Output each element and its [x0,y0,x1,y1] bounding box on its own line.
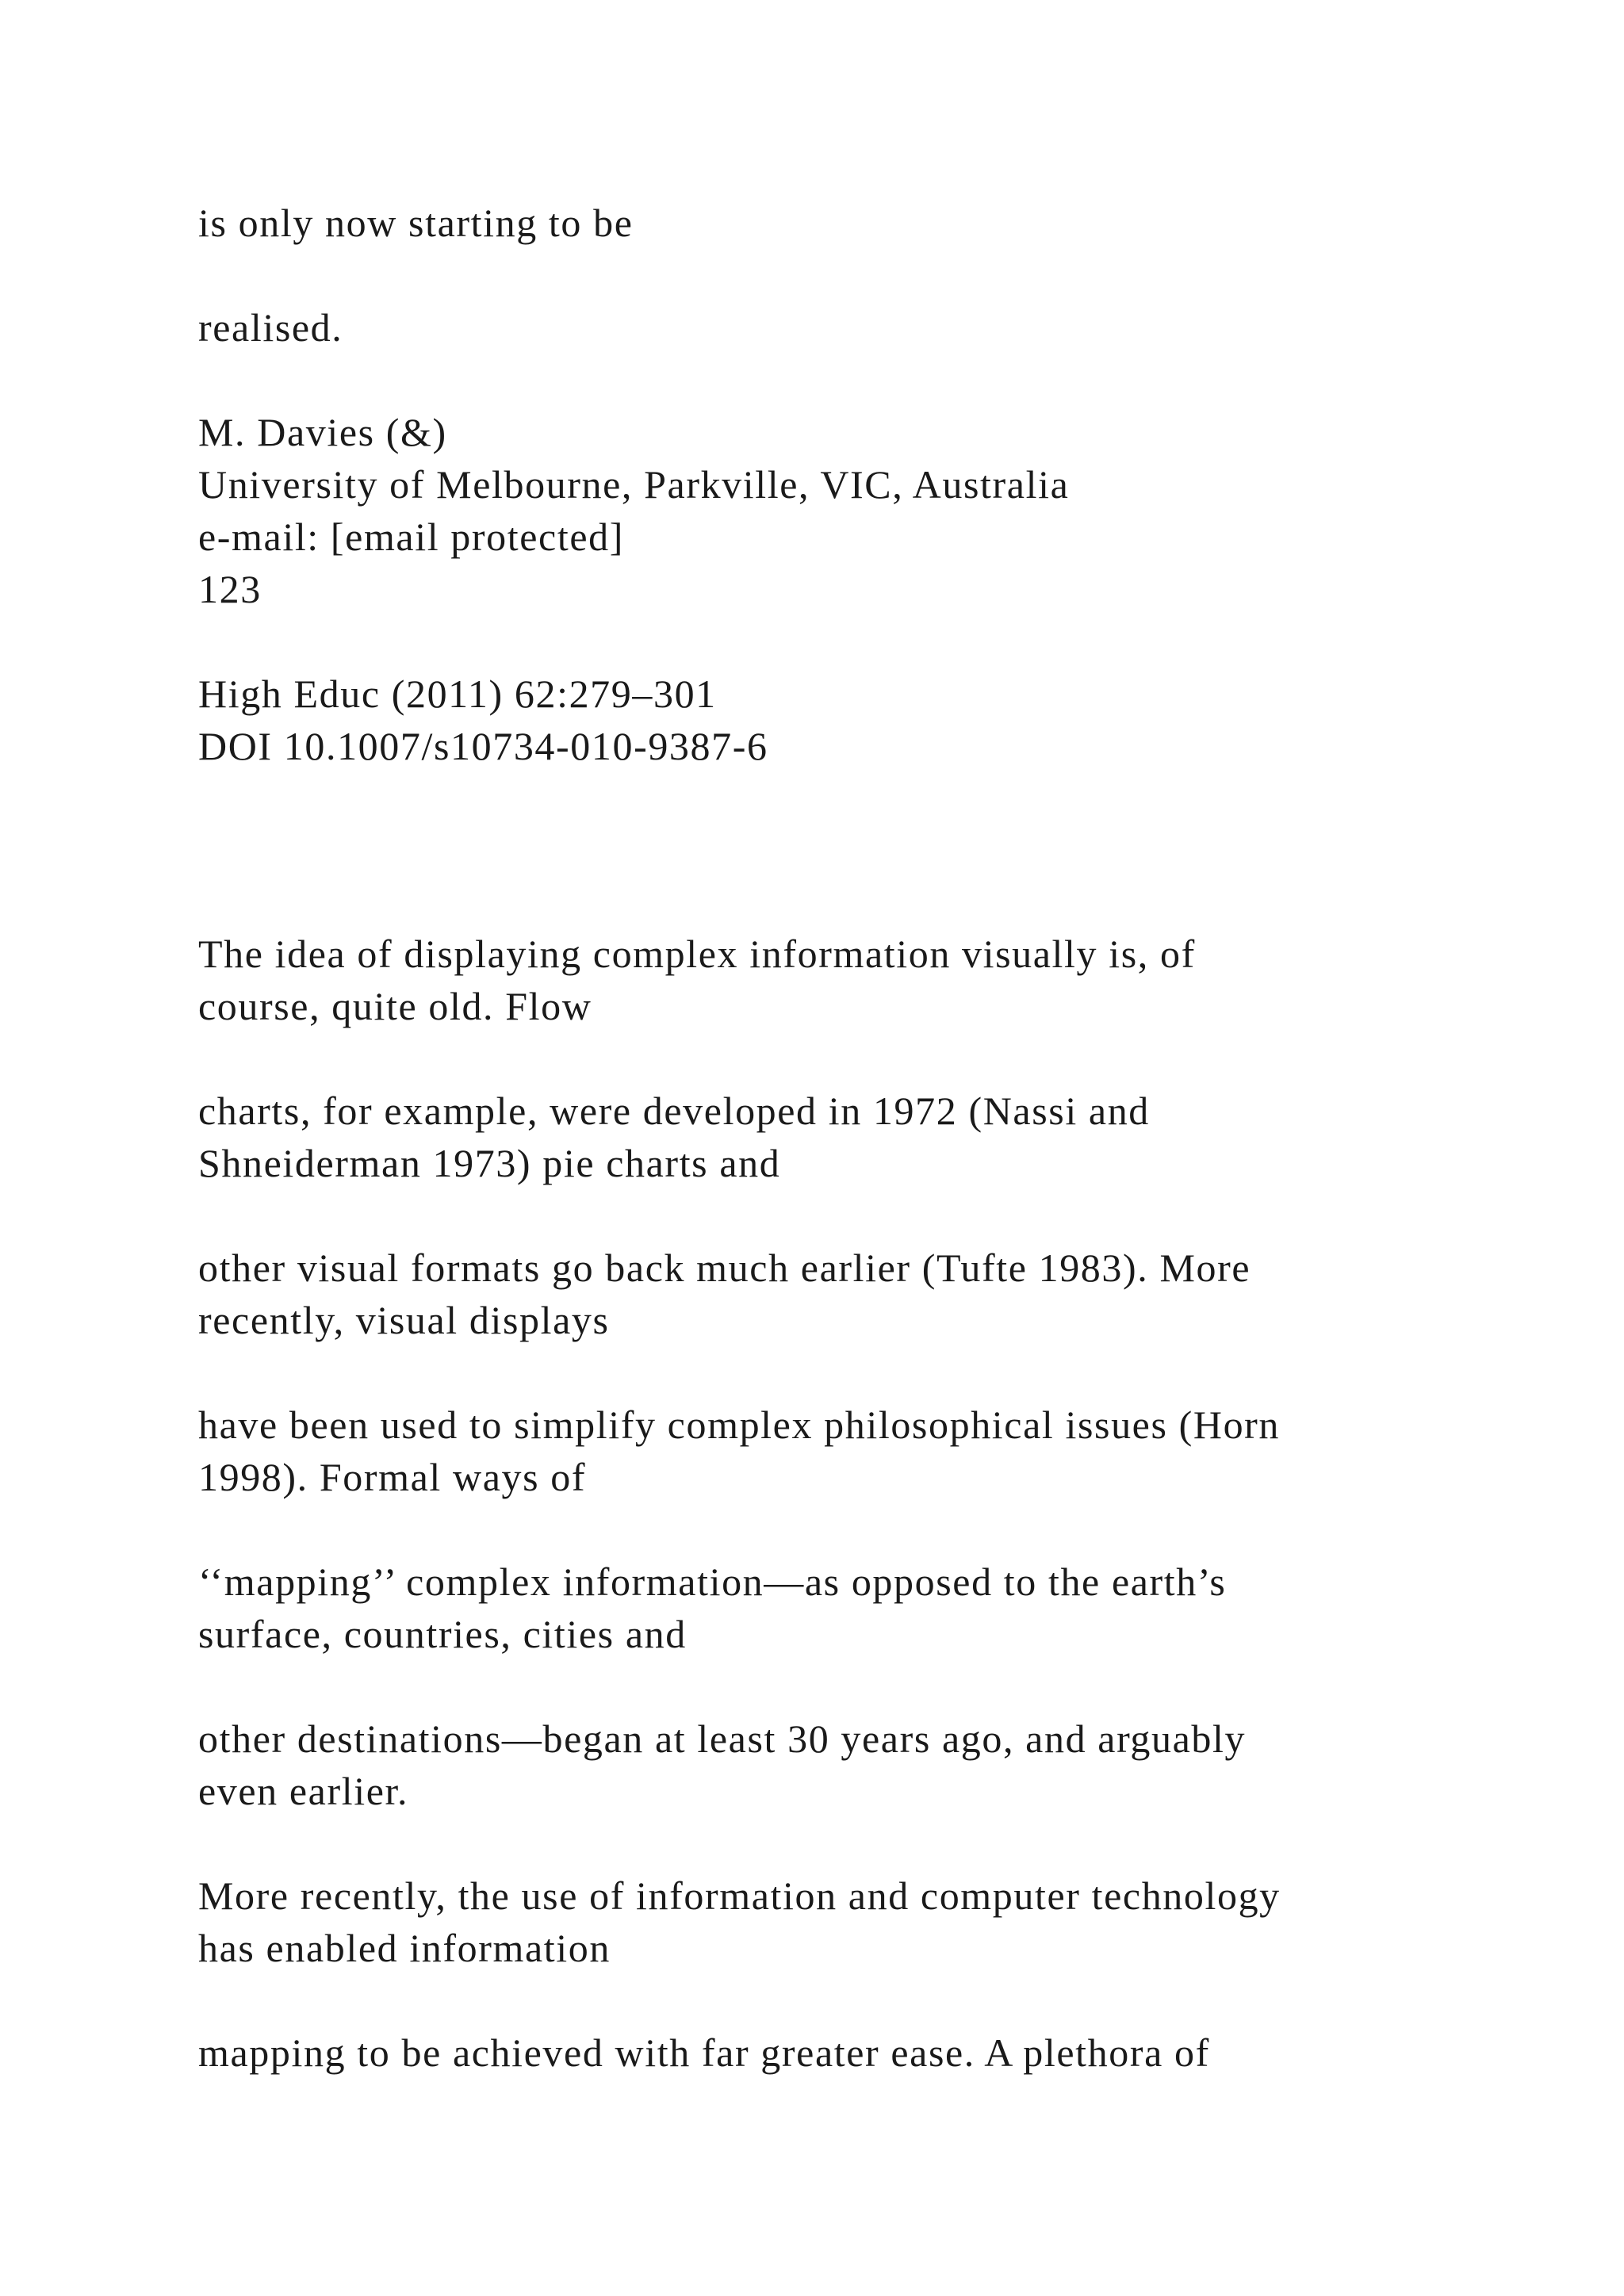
text-line: More recently, the use of information and computer technology [198,1873,1281,1918]
text-line: course, quite old. Flow [198,984,592,1028]
text-line: charts, for example, were developed in 1972 (Nassi and [198,1089,1150,1133]
doi-line: DOI 10.1007/s10734-010-9387-6 [198,724,768,768]
author-name: M. Davies (&) [198,410,447,454]
text-line: recently, visual displays [198,1298,610,1342]
text-line: realised. [198,305,343,350]
text-line: ‘‘mapping’’ complex information—as opposed to the earth’s [198,1559,1227,1604]
text-line: Shneiderman 1973) pie charts and [198,1141,781,1185]
text-line: even earlier. [198,1769,409,1813]
text-line: is only now starting to be [198,201,634,245]
text-line: other visual formats go back much earlier (Tufte 1983). More [198,1246,1251,1290]
text-line: mapping to be achieved with far greater ease. A plethora of [198,2030,1210,2075]
text-line: The idea of displaying complex information visually is, of [198,932,1196,976]
author-email: e-mail: [email protected] [198,515,624,559]
journal-citation: High Educ (2011) 62:279–301 [198,672,717,716]
text-line: have been used to simplify complex philosophical issues (Horn [198,1402,1281,1447]
author-affiliation: University of Melbourne, Parkville, VIC, Australia [198,462,1070,507]
text-line: surface, countries, cities and [198,1612,687,1656]
text-line: has enabled information [198,1926,611,1970]
text-line: 1998). Formal ways of [198,1455,587,1499]
text-line: other destinations—began at least 30 years ago, and arguably [198,1716,1247,1761]
publisher-mark: 123 [198,567,262,611]
